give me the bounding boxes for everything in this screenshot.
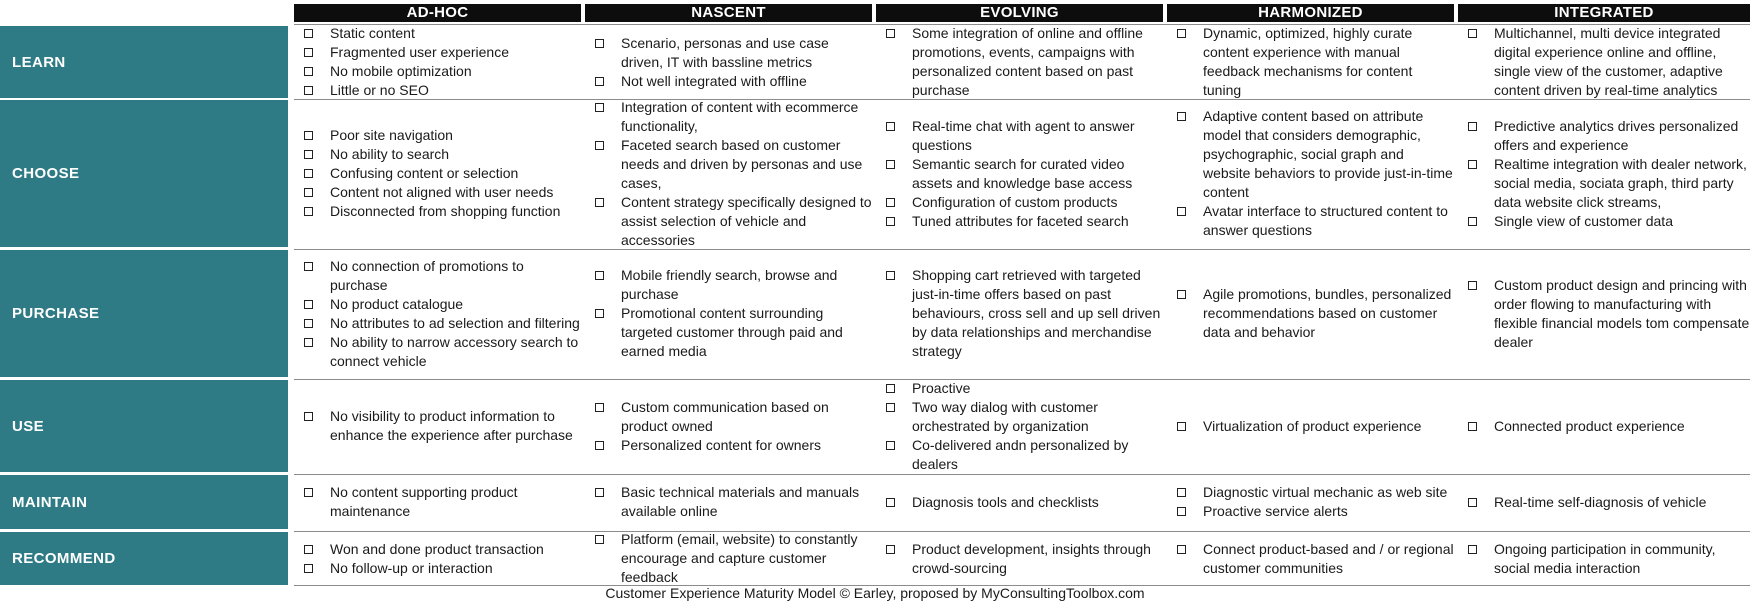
bullet-text: Ongoing participation in community, social media interaction [1494,540,1716,576]
bullet-item [876,212,1163,231]
bullet-item [294,24,581,43]
column-header: INTEGRATED [1458,4,1750,22]
bullet-text: Not well integrated with offline [621,72,807,89]
matrix-cell [585,532,872,585]
checkbox-bullet-icon [595,103,604,112]
checkbox-bullet-icon [304,48,313,57]
bullet-text: No connection of promotions to purchase [330,257,524,293]
row-label: LEARN [0,26,288,98]
bullet-text: No ability to search [330,146,450,162]
checkbox-bullet-icon [1177,112,1186,121]
bullet-item [294,314,581,333]
checkbox-bullet-icon [304,412,313,421]
matrix-cell [585,250,872,377]
bullet-item [294,145,581,164]
matrix-cell [1458,475,1750,529]
column-header: AD-HOC [294,4,581,22]
bullet-item [585,193,872,250]
matrix-cell [876,26,1163,98]
bullet-item [876,266,1163,361]
bullet-item [294,333,581,371]
checkbox-bullet-icon [304,338,313,347]
bullet-text: Dynamic, optimized, highly curate content experience with manual feedback mechanisms for content tuning [1203,25,1413,98]
bullet-item [1167,502,1454,521]
checkbox-bullet-icon [1468,217,1477,226]
bullet-item [585,530,872,587]
bullet-item [1458,117,1750,155]
matrix-cell [585,380,872,472]
checkbox-bullet-icon [1468,122,1477,131]
bullet-text: No mobile optimization [330,63,472,79]
checkbox-bullet-icon [1177,488,1186,497]
bullet-text: Some integration of online and offline promotions, events, campaigns with personalized content based on past purchase [912,25,1143,98]
checkbox-bullet-icon [1177,507,1186,516]
checkbox-bullet-icon [304,262,313,271]
bullet-text: No ability to narrow accessory search to connect vehicle [330,333,579,369]
checkbox-bullet-icon [1468,422,1477,431]
bullet-text: Platform (email, website) to constantly encourage and capture customer feedback [621,531,858,585]
bullet-item [294,257,581,295]
bullet-text: Predictive analytics drives personalized offers and experience [1494,117,1739,153]
bullet-item [294,81,581,100]
checkbox-bullet-icon [595,403,604,412]
bullet-item [294,126,581,145]
matrix-cell [876,380,1163,472]
bullet-text: Co-delivered andn personalized by dealers [912,436,1129,472]
bullet-text: Static content [330,25,415,41]
bullet-text: Connect product-based and / or regional customer communities [1203,540,1454,576]
bullet-item [1167,483,1454,502]
bullet-text: Promotional content surrounding targeted customer through paid and earned media [621,305,843,359]
bullet-text: Content strategy specifically designed to assist selection of vehicle and accessories [621,193,872,248]
checkbox-bullet-icon [886,545,895,554]
checkbox-bullet-icon [886,271,895,280]
checkbox-bullet-icon [886,441,895,450]
matrix-cell [585,26,872,98]
matrix-cell [294,380,581,472]
bullet-text: Poor site navigation [330,127,453,143]
bullet-text: Scenario, personas and use case driven, IT with bassline metrics [621,34,829,70]
bullet-text: Connected product experience [1494,417,1685,434]
checkbox-bullet-icon [886,403,895,412]
column-header: NASCENT [585,4,872,22]
matrix-cell [876,532,1163,585]
bullet-text: Integration of content with ecommerce functionality, [621,98,859,134]
matrix-cell [876,100,1163,247]
checkbox-bullet-icon [886,29,895,38]
checkbox-bullet-icon [886,160,895,169]
bullet-item [876,540,1163,578]
matrix-cell [1167,532,1454,585]
bullet-item [294,43,581,62]
bullet-text: Fragmented user experience [330,44,509,60]
bullet-text: Won and done product transaction [330,540,544,557]
checkbox-bullet-icon [304,169,313,178]
bullet-item [294,164,581,183]
checkbox-bullet-icon [304,150,313,159]
bullet-item [294,540,581,559]
bullet-text: Real-time chat with agent to answer questions [912,117,1135,153]
bullet-text: No attributes to ad selection and filtering [330,314,580,331]
checkbox-bullet-icon [1177,29,1186,38]
checkbox-bullet-icon [304,188,313,197]
bullet-text: Avatar interface to structured content to answer questions [1203,203,1448,238]
bullet-item [585,98,872,136]
bullet-text: Proactive [912,379,971,396]
checkbox-bullet-icon [595,198,604,207]
bullet-item [876,155,1163,193]
matrix-cell [1458,380,1750,472]
matrix-cell [1167,250,1454,377]
matrix-cell [294,475,581,529]
bullet-item [294,483,581,521]
matrix-cell [1167,380,1454,472]
bullet-item [585,304,872,361]
checkbox-bullet-icon [304,545,313,554]
checkbox-bullet-icon [886,198,895,207]
bullet-text: Agile promotions, bundles, personalized recommendations based on customer data and behavior [1203,286,1452,340]
checkbox-bullet-icon [595,39,604,48]
checkbox-bullet-icon [595,271,604,280]
bullet-text: Confusing content or selection [330,165,519,181]
bullet-item [1167,202,1454,240]
bullet-item [1167,417,1454,436]
bullet-text: No content supporting product maintenance [330,484,518,519]
matrix-cell [1458,250,1750,377]
matrix-cell [1458,26,1750,98]
bullet-item [294,62,581,81]
bullet-item [876,493,1163,512]
bullet-text: Single view of customer data [1494,212,1673,229]
bullet-text: No visibility to product information to enhance the experience after purchase [330,408,573,443]
checkbox-bullet-icon [595,141,604,150]
bullet-text: Personalized content for owners [621,436,821,453]
bullet-item [1458,276,1750,352]
matrix-cell [1458,100,1750,247]
checkbox-bullet-icon [304,207,313,216]
checkbox-bullet-icon [304,67,313,76]
matrix-cell [876,250,1163,377]
checkbox-bullet-icon [595,309,604,318]
bullet-item [876,398,1163,436]
bullet-text: Semantic search for curated video assets and knowledge base access [912,155,1133,191]
bullet-item [585,136,872,193]
footer-caption: Customer Experience Maturity Model © Earley, proposed by MyConsultingToolbox.com [605,585,1145,601]
bullet-item [876,117,1163,155]
bullet-text: Proactive service alerts [1203,503,1348,519]
checkbox-bullet-icon [595,77,604,86]
bullet-item [1458,417,1750,436]
bullet-text: Product development, insights through crowd-sourcing [912,540,1151,576]
matrix-cell [294,100,581,247]
checkbox-bullet-icon [1177,207,1186,216]
bullet-item [1167,285,1454,342]
checkbox-bullet-icon [1468,281,1477,290]
bullet-item [1458,212,1750,231]
bullet-text: Multichannel, multi device integrated digital experience online and offline, single view of the customer, adaptive content driven by real-time analytics [1494,25,1723,98]
bullet-text: No follow-up or interaction [330,559,493,576]
matrix-cell [1167,475,1454,529]
bullet-item [876,436,1163,474]
column-header: EVOLVING [876,4,1163,22]
matrix-cell [294,250,581,377]
checkbox-bullet-icon [1177,545,1186,554]
bullet-text: Adaptive content based on attribute model that considers demographic, psychographic, social graph and website behaviors to provide just-in-time content [1203,108,1453,200]
row-label: USE [0,380,288,472]
bullet-text: Two way dialog with customer orchestrated by organization [912,398,1098,434]
matrix-cell [294,532,581,585]
checkbox-bullet-icon [304,86,313,95]
row-label: PURCHASE [0,250,288,377]
bullet-item [585,436,872,455]
checkbox-bullet-icon [886,498,895,507]
bullet-item [1458,24,1750,100]
checkbox-bullet-icon [886,384,895,393]
row-label: MAINTAIN [0,475,288,529]
bullet-text: Realtime integration with dealer network, social media, sociata graph, third party data website click streams, [1494,155,1747,210]
bullet-text: Real-time self-diagnosis of vehicle [1494,493,1707,510]
bullet-item [585,72,872,91]
bullet-text: Faceted search based on customer needs and driven by personas and use cases, [621,136,863,191]
matrix-cell [294,26,581,98]
column-header: HARMONIZED [1167,4,1454,22]
bullet-text: Shopping cart retrieved with targeted just-in-time offers based on past behaviours, cross sell and up sell driven by data relationships and merchandise strategy [912,267,1161,359]
bullet-text: Mobile friendly search, browse and purchase [621,267,838,302]
matrix-cell [876,475,1163,529]
bullet-item [1167,24,1454,100]
bullet-item [1458,155,1750,212]
checkbox-bullet-icon [595,488,604,497]
checkbox-bullet-icon [304,131,313,140]
checkbox-bullet-icon [1468,545,1477,554]
bullet-text: Diagnosis tools and checklists [912,493,1099,510]
checkbox-bullet-icon [304,29,313,38]
matrix-cell [1167,26,1454,98]
checkbox-bullet-icon [1468,498,1477,507]
bullet-item [585,398,872,436]
bullet-text: Virtualization of product experience [1203,417,1422,434]
bullet-item [294,559,581,578]
checkbox-bullet-icon [1177,290,1186,299]
matrix-cell [585,475,872,529]
checkbox-bullet-icon [886,217,895,226]
bullet-text: No product catalogue [330,295,464,312]
bullet-item [1458,540,1750,578]
bullet-item [1458,493,1750,512]
bullet-item [1167,540,1454,578]
checkbox-bullet-icon [886,122,895,131]
bullet-item [294,407,581,445]
bullet-text: Basic technical materials and manuals available online [621,484,860,519]
checkbox-bullet-icon [1468,29,1477,38]
checkbox-bullet-icon [1468,160,1477,169]
bullet-item [585,34,872,72]
matrix-cell [585,100,872,247]
bullet-item [876,379,1163,398]
checkbox-bullet-icon [304,300,313,309]
checkbox-bullet-icon [304,564,313,573]
bullet-item [294,202,581,221]
bullet-item [294,183,581,202]
bullet-text: Little or no SEO [330,82,429,98]
bullet-item [876,193,1163,212]
matrix-cell [1458,532,1750,585]
checkbox-bullet-icon [595,441,604,450]
bullet-item [876,24,1163,100]
checkbox-bullet-icon [595,535,604,544]
bullet-text: Custom product design and princing with order flowing to manufacturing with flexible financial models tom compensate dealer [1494,276,1750,350]
bullet-item [294,295,581,314]
matrix-cell [1167,100,1454,247]
bullet-text: Custom communication based on product owned [621,398,829,434]
bullet-text: Content not aligned with user needs [330,184,554,200]
bullet-text: Configuration of custom products [912,193,1118,210]
bullet-text: Tuned attributes for faceted search [912,212,1129,229]
bullet-item [585,266,872,304]
checkbox-bullet-icon [1177,422,1186,431]
checkbox-bullet-icon [304,319,313,328]
bullet-text: Diagnostic virtual mechanic as web site [1203,484,1448,500]
row-label: RECOMMEND [0,532,288,585]
row-label: CHOOSE [0,100,288,247]
bullet-item [585,483,872,521]
bullet-item [1167,107,1454,202]
checkbox-bullet-icon [304,488,313,497]
bullet-text: Disconnected from shopping function [330,203,561,219]
